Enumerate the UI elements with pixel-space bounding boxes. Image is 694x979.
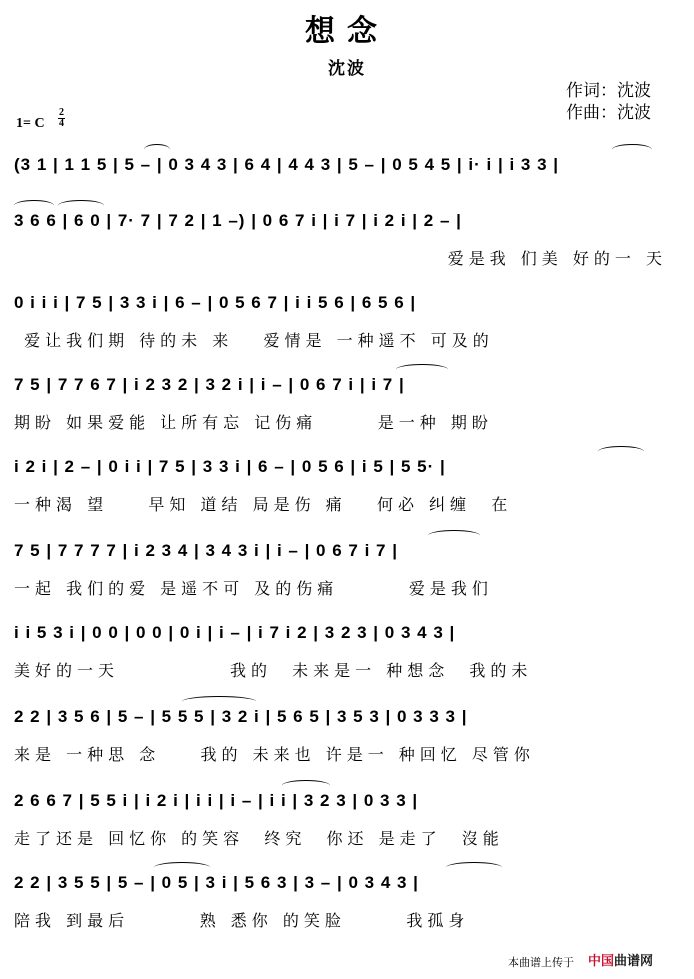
lyricist-credit: 作词：沈波 bbox=[566, 81, 651, 101]
lyrics-line: 爱让我们期 待的未 来 爱情是 一种遥不 可及的 bbox=[14, 331, 494, 350]
time-denominator: 4 bbox=[59, 118, 64, 129]
score-system-9 bbox=[14, 786, 680, 866]
notation-line: 7 5 | 7 7 7 7 | i 2 3 4 | 3 4 3 i | i – | 0 6 7 i 7 | bbox=[14, 541, 398, 560]
lyrics-line: 来是 一种思 念 我的 未来也 许是一 种回忆 尽管你 bbox=[14, 745, 535, 764]
notation-line: 3 6 6 | 6 0 | 7· 7 | 7 2 | 1 –) | 0 6 7 i | i 7 | i 2 i | 2 – | bbox=[14, 211, 462, 230]
score-system-7 bbox=[14, 618, 680, 698]
score-system-4 bbox=[14, 370, 680, 450]
credits bbox=[566, 80, 651, 124]
site-logo[interactable] bbox=[588, 950, 653, 969]
slur bbox=[154, 862, 210, 873]
notation-line: 7 5 | 7 7 6 7 | i 2 3 2 | 3 2 i | i – | 0 6 7 i | i 7 | bbox=[14, 375, 405, 394]
song-title: 想念 bbox=[305, 14, 389, 49]
notation-line: i 2 i | 2 – | 0 i i | 7 5 | 3 3 i | 6 – | 0 5 6 | i 5 | 5 5· | bbox=[14, 457, 446, 476]
key-signature: 1= C bbox=[16, 116, 45, 131]
notation-line: 2 6 6 7 | 5 5 i | i 2 i | i i | i – | i i | 3 2 3 | 0 3 3 | bbox=[14, 791, 419, 810]
slur bbox=[58, 200, 104, 211]
notation-line: 2 2 | 3 5 6 | 5 – | 5 5 5 | 3 2 i | 5 6 5 | 3 5 3 | 0 3 3 3 | bbox=[14, 707, 468, 726]
site-name: 曲谱网 bbox=[614, 954, 654, 969]
lyrics-line: 爱是我 们美 好的一 天 bbox=[14, 249, 667, 268]
lyrics-line: 期盼 如果爱能 让所有忘 记伤痛 是一种 期盼 bbox=[14, 413, 493, 432]
slur bbox=[144, 144, 170, 155]
time-numerator: 2 bbox=[59, 107, 64, 118]
notation-line: (3 1 | 1 1 5 | 5 – | 0 3 4 3 | 6 4 | 4 4 3 | 5 – | 0 5 4 5 | i· i | i 3 3 | bbox=[14, 155, 559, 174]
score-system-3 bbox=[14, 288, 680, 368]
site-prefix: 中国 bbox=[588, 954, 615, 969]
slur bbox=[182, 696, 256, 707]
slur bbox=[598, 446, 644, 457]
composer-credit: 作曲：沈波 bbox=[566, 103, 651, 123]
score-system-8 bbox=[14, 702, 680, 782]
slur bbox=[428, 530, 480, 541]
slur bbox=[14, 200, 54, 211]
slur bbox=[446, 862, 502, 873]
score-system-5 bbox=[14, 452, 680, 532]
lyrics-line: 一起 我们的爱 是遥不可 及的伤痛 爱是我们 bbox=[14, 579, 493, 598]
slur bbox=[282, 780, 330, 791]
score-system-6 bbox=[14, 536, 680, 616]
slur bbox=[396, 364, 448, 375]
singer-name: 沈波 bbox=[328, 59, 366, 79]
lyrics-line: 一种渴 望 早知 道结 局是伤 痛 何必 纠缠 在 bbox=[14, 495, 513, 514]
slur bbox=[612, 144, 652, 155]
upload-note: 本曲谱上传于 bbox=[508, 956, 574, 969]
lyrics-line: 美好的一天 我的 未来是一 种想念 我的未 bbox=[14, 661, 533, 680]
lyrics-line: 走了还是 回忆你 的笑容 终究 你还 是走了 沒能 bbox=[14, 829, 504, 848]
lyrics-line: 陪我 到最后 熟 悉你 的笑脸 我孤身 bbox=[14, 911, 470, 930]
notation-line: 0 i i i | 7 5 | 3 3 i | 6 – | 0 5 6 7 | i i 5 6 | 6 5 6 | bbox=[14, 293, 417, 312]
notation-line: 2 2 | 3 5 5 | 5 – | 0 5 | 3 i | 5 6 3 | 3 – | 0 3 4 3 | bbox=[14, 873, 419, 892]
score-system-10 bbox=[14, 868, 680, 948]
notation-line: i i 5 3 i | 0 0 | 0 0 | 0 i | i – | i 7 i 2 | 3 2 3 | 0 3 4 3 | bbox=[14, 623, 456, 642]
time-signature bbox=[58, 108, 65, 129]
score-system-2 bbox=[14, 206, 680, 286]
